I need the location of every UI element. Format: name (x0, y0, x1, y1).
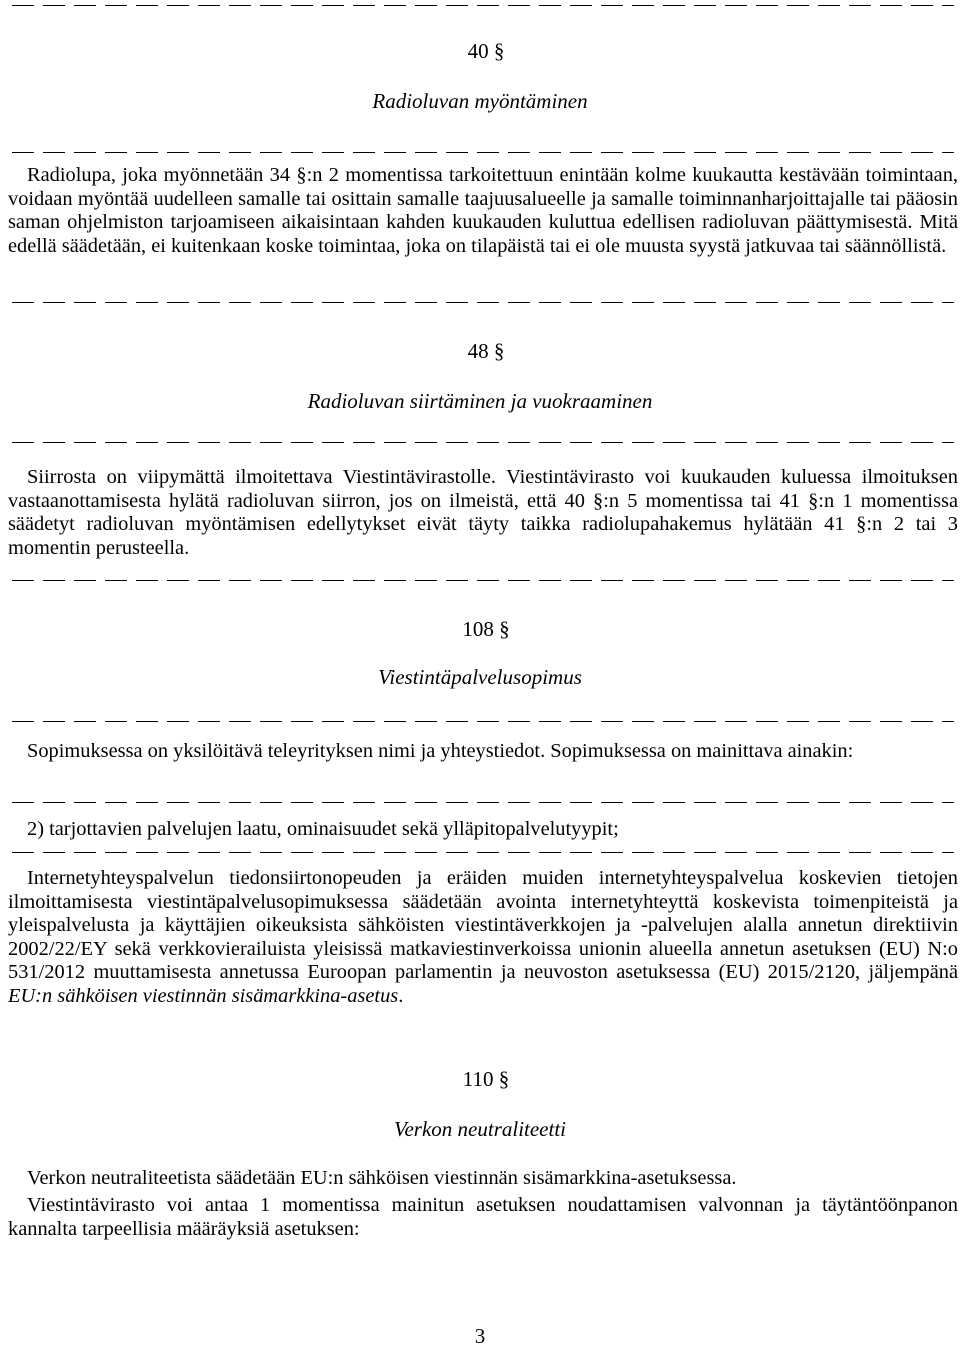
section-title: Verkon neutraliteetti (393, 1117, 567, 1141)
section-number: 40 § (467, 39, 505, 63)
omission-dash-line (12, 302, 954, 303)
omission-dash-line (12, 852, 954, 853)
section-title: Radioluvan siirtäminen ja vuokraaminen (307, 389, 653, 413)
page-number: 3 (474, 1324, 486, 1348)
paragraph: Verkon neutraliteetista säädetään EU:n sähköisen viestinnän sisämarkkina-asetuksessa. (27, 1167, 737, 1189)
section-number: 110 § (462, 1067, 510, 1091)
omission-dash-line (12, 5, 954, 6)
list-item: 2) tarjottavien palvelujen laatu, ominaisuudet sekä ylläpitopalvelutyypit; (27, 818, 619, 840)
section-title: Viestintäpalvelusopimus (378, 665, 582, 689)
section-number: 108 § (462, 617, 510, 641)
omission-dash-line (12, 580, 954, 581)
omission-dash-line (12, 152, 954, 153)
paragraph: Viestintävirasto voi antaa 1 momentissa mainitun asetuksen noudattamisen valvonnan ja täytäntöönpanon kannalta tarpeellisia määräyksiä asetuksen: (8, 1194, 958, 1240)
omission-dash-line (12, 442, 954, 443)
paragraph: Radiolupa, joka myönnetään 34 §:n 2 momentissa tarkoitettuun enintään kolme kuukautta kestävään toimintaan, voidaan myöntää uudelleen samalle tai osittain samalle taajuusalueelle ja samalle toiminnanharjoittajalle tai pääosin saman ohjelmiston tarjoamiseen aikaisintaan kahden kuukauden kuluttua edellisen radioluvan päättymisestä. Mitä edellä säädetään, ei kuitenkaan koske toimintaa, joka on tilapäistä tai ei ole muusta syystä jatkuvaa tai säännöllistä. (8, 164, 958, 257)
paragraph: Siirrosta on viipymättä ilmoitettava Viestintävirastolle. Viestintävirasto voi kuukauden kuluessa ilmoituksen vastaanottamisesta hylätä radioluvan siirron, jos on ilmeistä, että 40 §:n 5 momentissa tai 41 §:n 1 momentissa säädetyt radioluvan myöntämisen edellytykset eivät täyty taikka radiolupahakemus hylätään 41 §:n 2 tai 3 momentin perusteella. (8, 466, 958, 559)
omission-dash-line (12, 802, 954, 803)
defined-term: EU:n sähköisen viestinnän sisämarkkina-asetus (8, 984, 399, 1007)
paragraph: Internetyhteyspalvelun tiedonsiirtonopeuden ja eräiden muiden internetyhteyspalvelua koskevien tietojen ilmoittamisesta viestintäpalvelusopimuksessa säädetään avointa internetyhteyttä koskevista toimenpiteistä ja yleispalvelusta ja käyttäjien oikeuksista sähköisten viestintäverkkojen ja -palvelujen alalla annetun direktiivin 2002/22/EY sekä verkkovierailuista yleisissä matkaviestinverkoissa unionin alueella annetun asetuksen (EU) N:o 531/2012 muuttamisesta annetussa Euroopan parlamentin ja neuvoston asetuksessa (EU) 2015/2120, jäljempänä EU:n sähköisen viestinnän sisämarkkina-asetus. (8, 867, 958, 1007)
paragraph: Sopimuksessa on yksilöitävä teleyrityksen nimi ja yhteystiedot. Sopimuksessa on mainittava ainakin: (27, 740, 854, 762)
section-title: Radioluvan myöntäminen (372, 89, 588, 113)
omission-dash-line (12, 721, 954, 722)
section-number: 48 § (467, 339, 505, 363)
